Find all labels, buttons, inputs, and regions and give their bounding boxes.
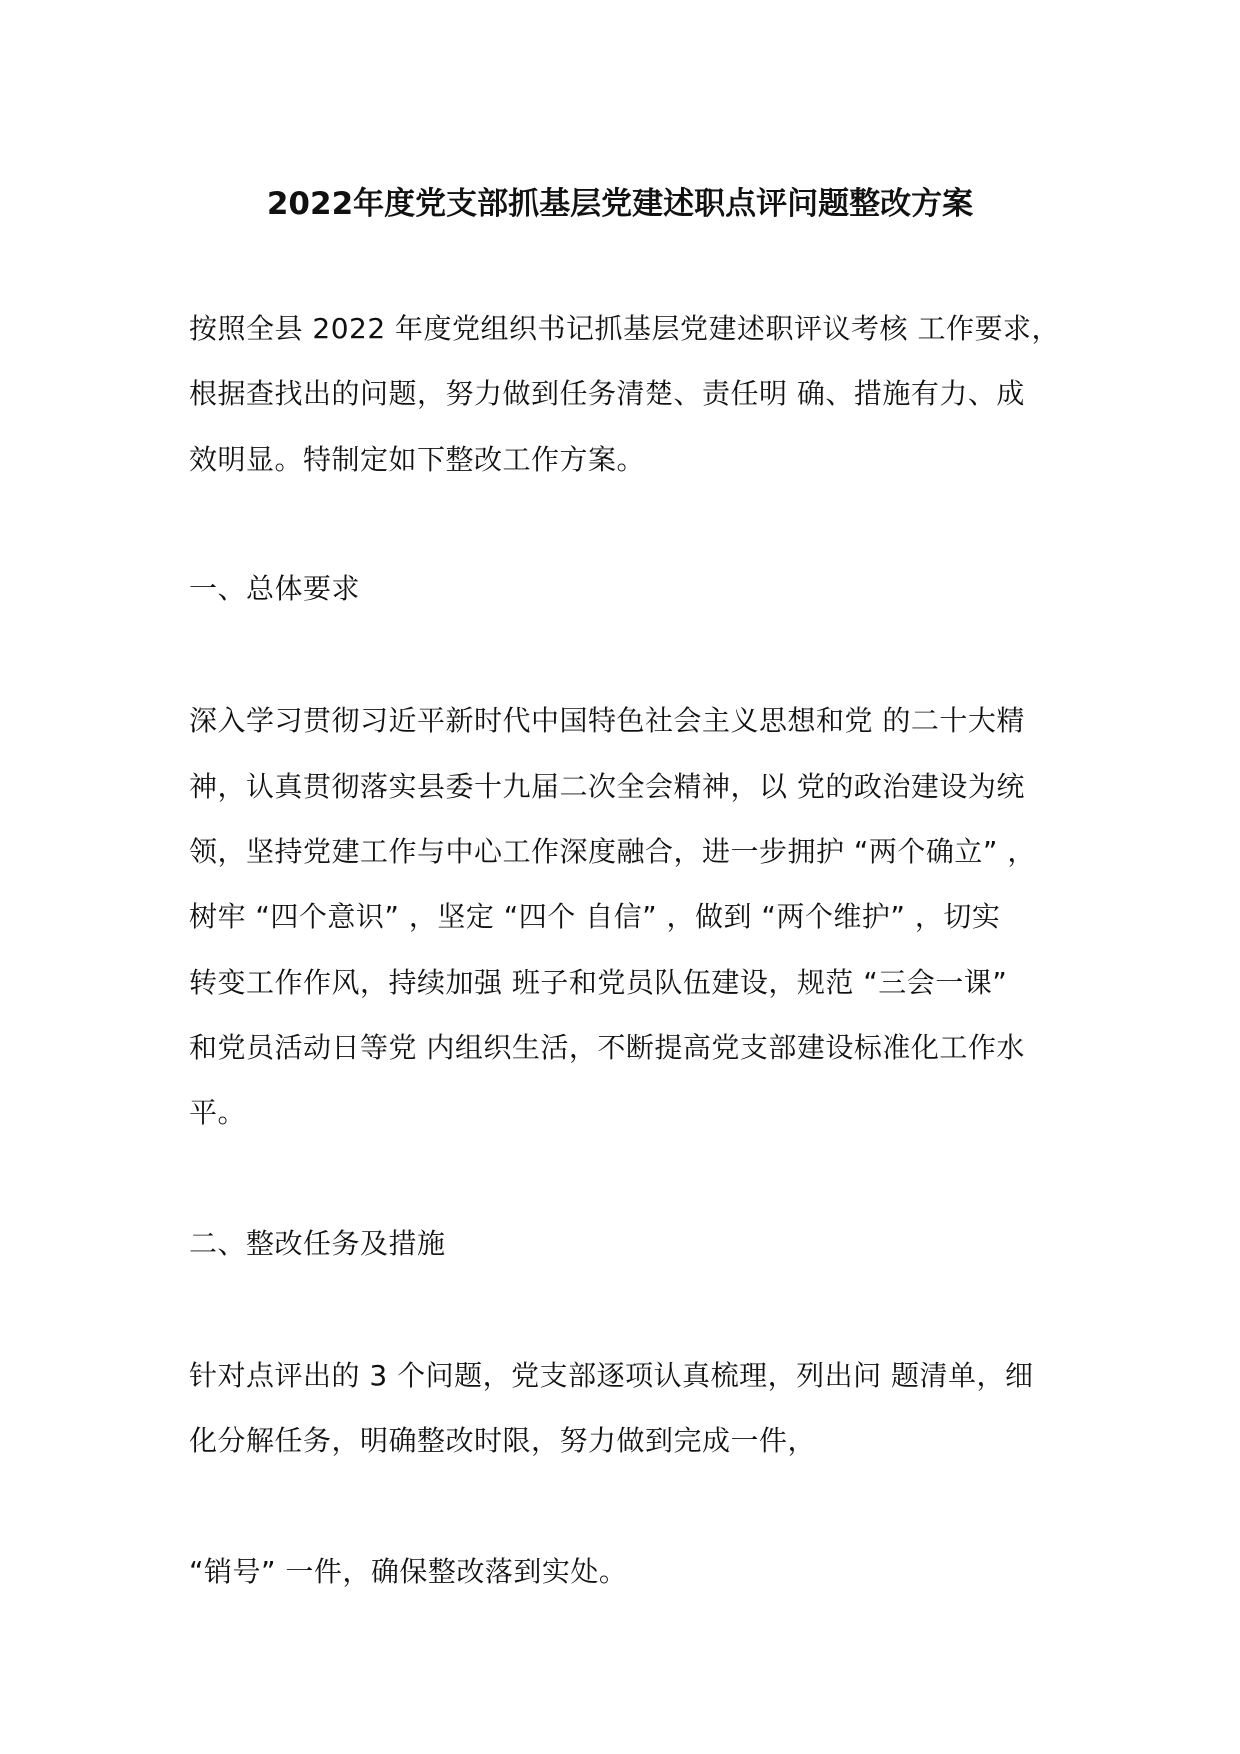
body-line: 领，坚持党建工作与中心工作深度融合，进一步拥护 “两个确立” ，: [189, 835, 1036, 868]
intro-line: 根据查找出的问题，努力做到任务清楚、责任明 确、措施有力、成: [189, 377, 1025, 410]
body-line: “销号” 一件，确保整改落到实处。: [189, 1555, 628, 1588]
section-heading-1: 一、总体要求: [189, 572, 361, 605]
intro-line: 按照全县 2022 年度党组织书记抓基层党建述职评议考核 工作要求，: [189, 312, 1060, 345]
body-line: 神，认真贯彻落实县委十九届二次全会精神，以 党的政治建设为统: [189, 770, 1025, 803]
section-heading-2: 二、整改任务及措施: [189, 1227, 446, 1260]
body-line: 深入学习贯彻习近平新时代中国特色社会主义思想和党 的二十大精: [189, 704, 1025, 737]
body-line: 化分解任务，明确整改时限，努力做到完成一件，: [189, 1424, 817, 1457]
body-line: 针对点评出的 3 个问题，党支部逐项认真梳理，列出问 题清单，细: [189, 1359, 1034, 1392]
body-line: 平。: [189, 1096, 247, 1129]
body-line: 树牢 “四个意识” ，坚定 “四个 自信” ，做到 “两个维护” ，切实: [189, 900, 1001, 933]
body-line: 和党员活动日等党 内组织生活，不断提高党支部建设标准化工作水: [189, 1031, 1025, 1064]
document-title: 2022年度党支部抓基层党建述职点评问题整改方案: [266, 186, 974, 222]
intro-line: 效明显。特制定如下整改工作方案。: [189, 443, 646, 476]
body-line: 转变工作作风，持续加强 班子和党员队伍建设，规范 “三会一课”: [189, 966, 1008, 999]
